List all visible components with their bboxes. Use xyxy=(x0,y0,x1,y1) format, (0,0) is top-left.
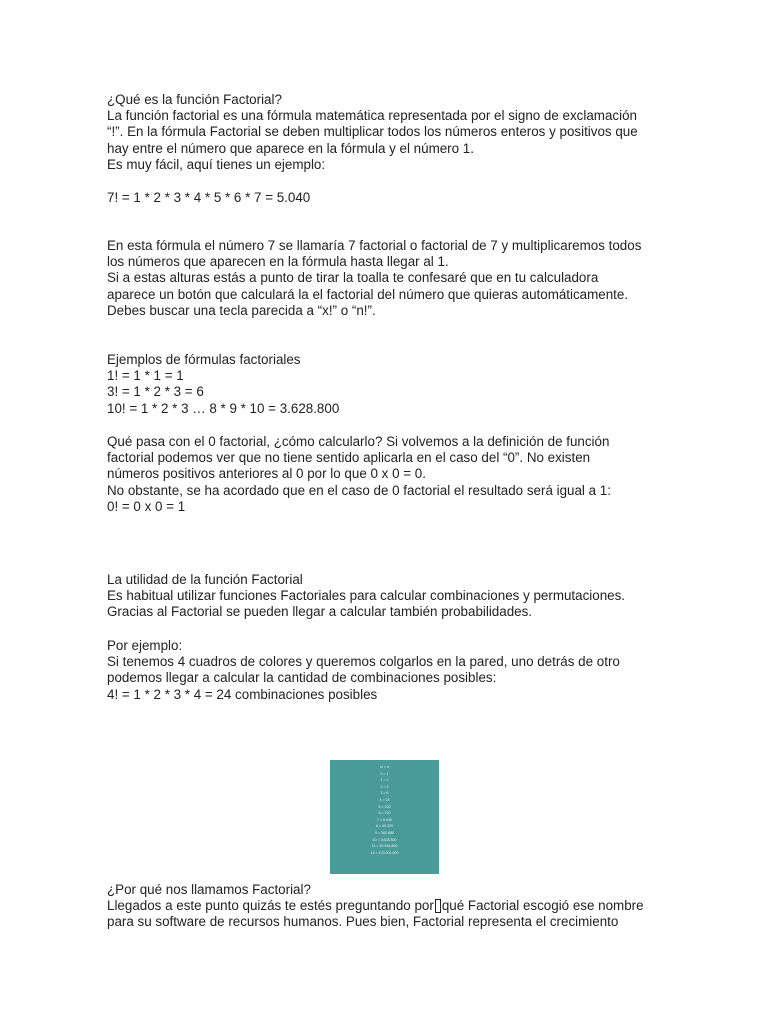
factorial-table-line: 10 = 3.628.800 xyxy=(372,837,397,842)
intro-line: Es muy fácil, aquí tienes un ejemplo: xyxy=(107,156,326,172)
factorial-table-image xyxy=(330,760,439,874)
section-zero-factorial xyxy=(107,434,667,515)
factorial-table-line: 9 = 362.880 xyxy=(374,830,395,835)
intro-line: hay entre el número que aparece en la fórmula y el número 1. xyxy=(107,140,474,156)
example-formula: 3! = 1 * 2 * 3 = 6 xyxy=(107,384,204,400)
colors-line: podemos llegar a calcular la cantidad de combinaciones posibles: xyxy=(107,670,497,686)
section-example-colors xyxy=(107,638,667,703)
explanation-line: aparece un botón que calculará la el factorial del número que quieras automáticamente. xyxy=(107,286,629,302)
factorial-table-line: 8 = 40.320 xyxy=(375,824,394,829)
factorial-table-line: 12 = 479.001.600 xyxy=(370,850,399,855)
utility-heading: La utilidad de la función Factorial xyxy=(107,572,303,587)
example-formula: 10! = 1 * 2 * 3 … 8 * 9 * 10 = 3.628.800 xyxy=(107,400,340,416)
section-name-origin xyxy=(107,882,667,931)
zero-line: 0! = 0 x 0 = 1 xyxy=(107,498,186,514)
name-heading: ¿Por qué nos llamamos Factorial? xyxy=(107,882,311,897)
factorial-table-line: 11 = 39.916.800 xyxy=(371,844,398,849)
explanation-line: Debes buscar una tecla parecida a “x!” o “n!”. xyxy=(107,302,376,318)
zero-line: números positivos anteriores al 0 por lo que 0 x 0 = 0. xyxy=(107,466,426,482)
intro-line: La función factorial es una fórmula matemática representada por el signo de exclamación xyxy=(107,108,637,124)
section-intro xyxy=(107,92,667,173)
name-line: para su software de recursos humanos. Pues bien, Factorial representa el crecimiento xyxy=(107,914,619,930)
utility-line: Es habitual utilizar funciones Factoriales para calcular combinaciones y permutaciones. xyxy=(107,588,626,604)
colors-line: Si tenemos 4 cuadros de colores y queremos colgarlos en la pared, uno detrás de otro xyxy=(107,654,620,670)
factorial-table-line: 5 = 120 xyxy=(378,804,391,809)
intro-line: “!”. En la fórmula Factorial se deben multiplicar todos los números enteros y positivos que xyxy=(107,124,638,140)
section-examples xyxy=(107,352,667,417)
factorial-table-line: 1 = 1 xyxy=(380,778,389,783)
name-line-part: qué Factorial escogió ese nombre xyxy=(441,898,644,914)
factorial-table-list xyxy=(330,764,439,856)
name-line xyxy=(107,898,667,914)
intro-example xyxy=(107,190,667,206)
colors-line: 4! = 1 * 2 * 3 * 4 = 24 combinaciones posibles xyxy=(107,686,378,702)
factorial-table-line: 3 = 6 xyxy=(380,791,389,796)
factorial-table-line: 0 = 1 xyxy=(380,771,389,776)
explanation-line: los números que aparecen en la fórmula hasta llegar al 1. xyxy=(107,254,449,270)
explanation-line: En esta fórmula el número 7 se llamaría 7 factorial o factorial de 7 y multiplicaremos todos xyxy=(107,238,642,253)
zero-line: Qué pasa con el 0 factorial, ¿cómo calcularlo? Si volvemos a la definición de función xyxy=(107,434,610,449)
section-utility xyxy=(107,572,667,621)
example-formula: 1! = 1 * 1 = 1 xyxy=(107,368,184,384)
explanation-line: Si a estas alturas estás a punto de tirar la toalla te confesaré que en tu calculadora xyxy=(107,270,599,286)
zero-line: factorial podemos ver que no tiene sentido aplicarla en el caso del “0”. No existen xyxy=(107,450,591,466)
colors-line: Por ejemplo: xyxy=(107,638,183,653)
utility-line: Gracias al Factorial se pueden llegar a calcular también probabilidades. xyxy=(107,604,533,620)
factorial-7-example: 7! = 1 * 2 * 3 * 4 * 5 * 6 * 7 = 5.040 xyxy=(107,190,311,205)
intro-heading: ¿Qué es la función Factorial? xyxy=(107,92,282,107)
examples-heading: Ejemplos de fórmulas factoriales xyxy=(107,352,301,367)
factorial-table-line: 6 = 720 xyxy=(378,811,391,816)
factorial-table-line: 7 = 5.040 xyxy=(376,817,393,822)
missing-glyph-box xyxy=(435,899,441,913)
factorial-table-line: 2 = 2 xyxy=(380,784,389,789)
zero-line: No obstante, se ha acordado que en el caso de 0 factorial el resultado será igual a 1: xyxy=(107,482,611,498)
factorial-table-line: 4 = 24 xyxy=(379,797,390,802)
section-explanation xyxy=(107,238,667,319)
name-line-part: Llegados a este punto quizás te estés preguntando por xyxy=(107,898,434,914)
factorial-table-line: n! = n xyxy=(379,765,390,769)
